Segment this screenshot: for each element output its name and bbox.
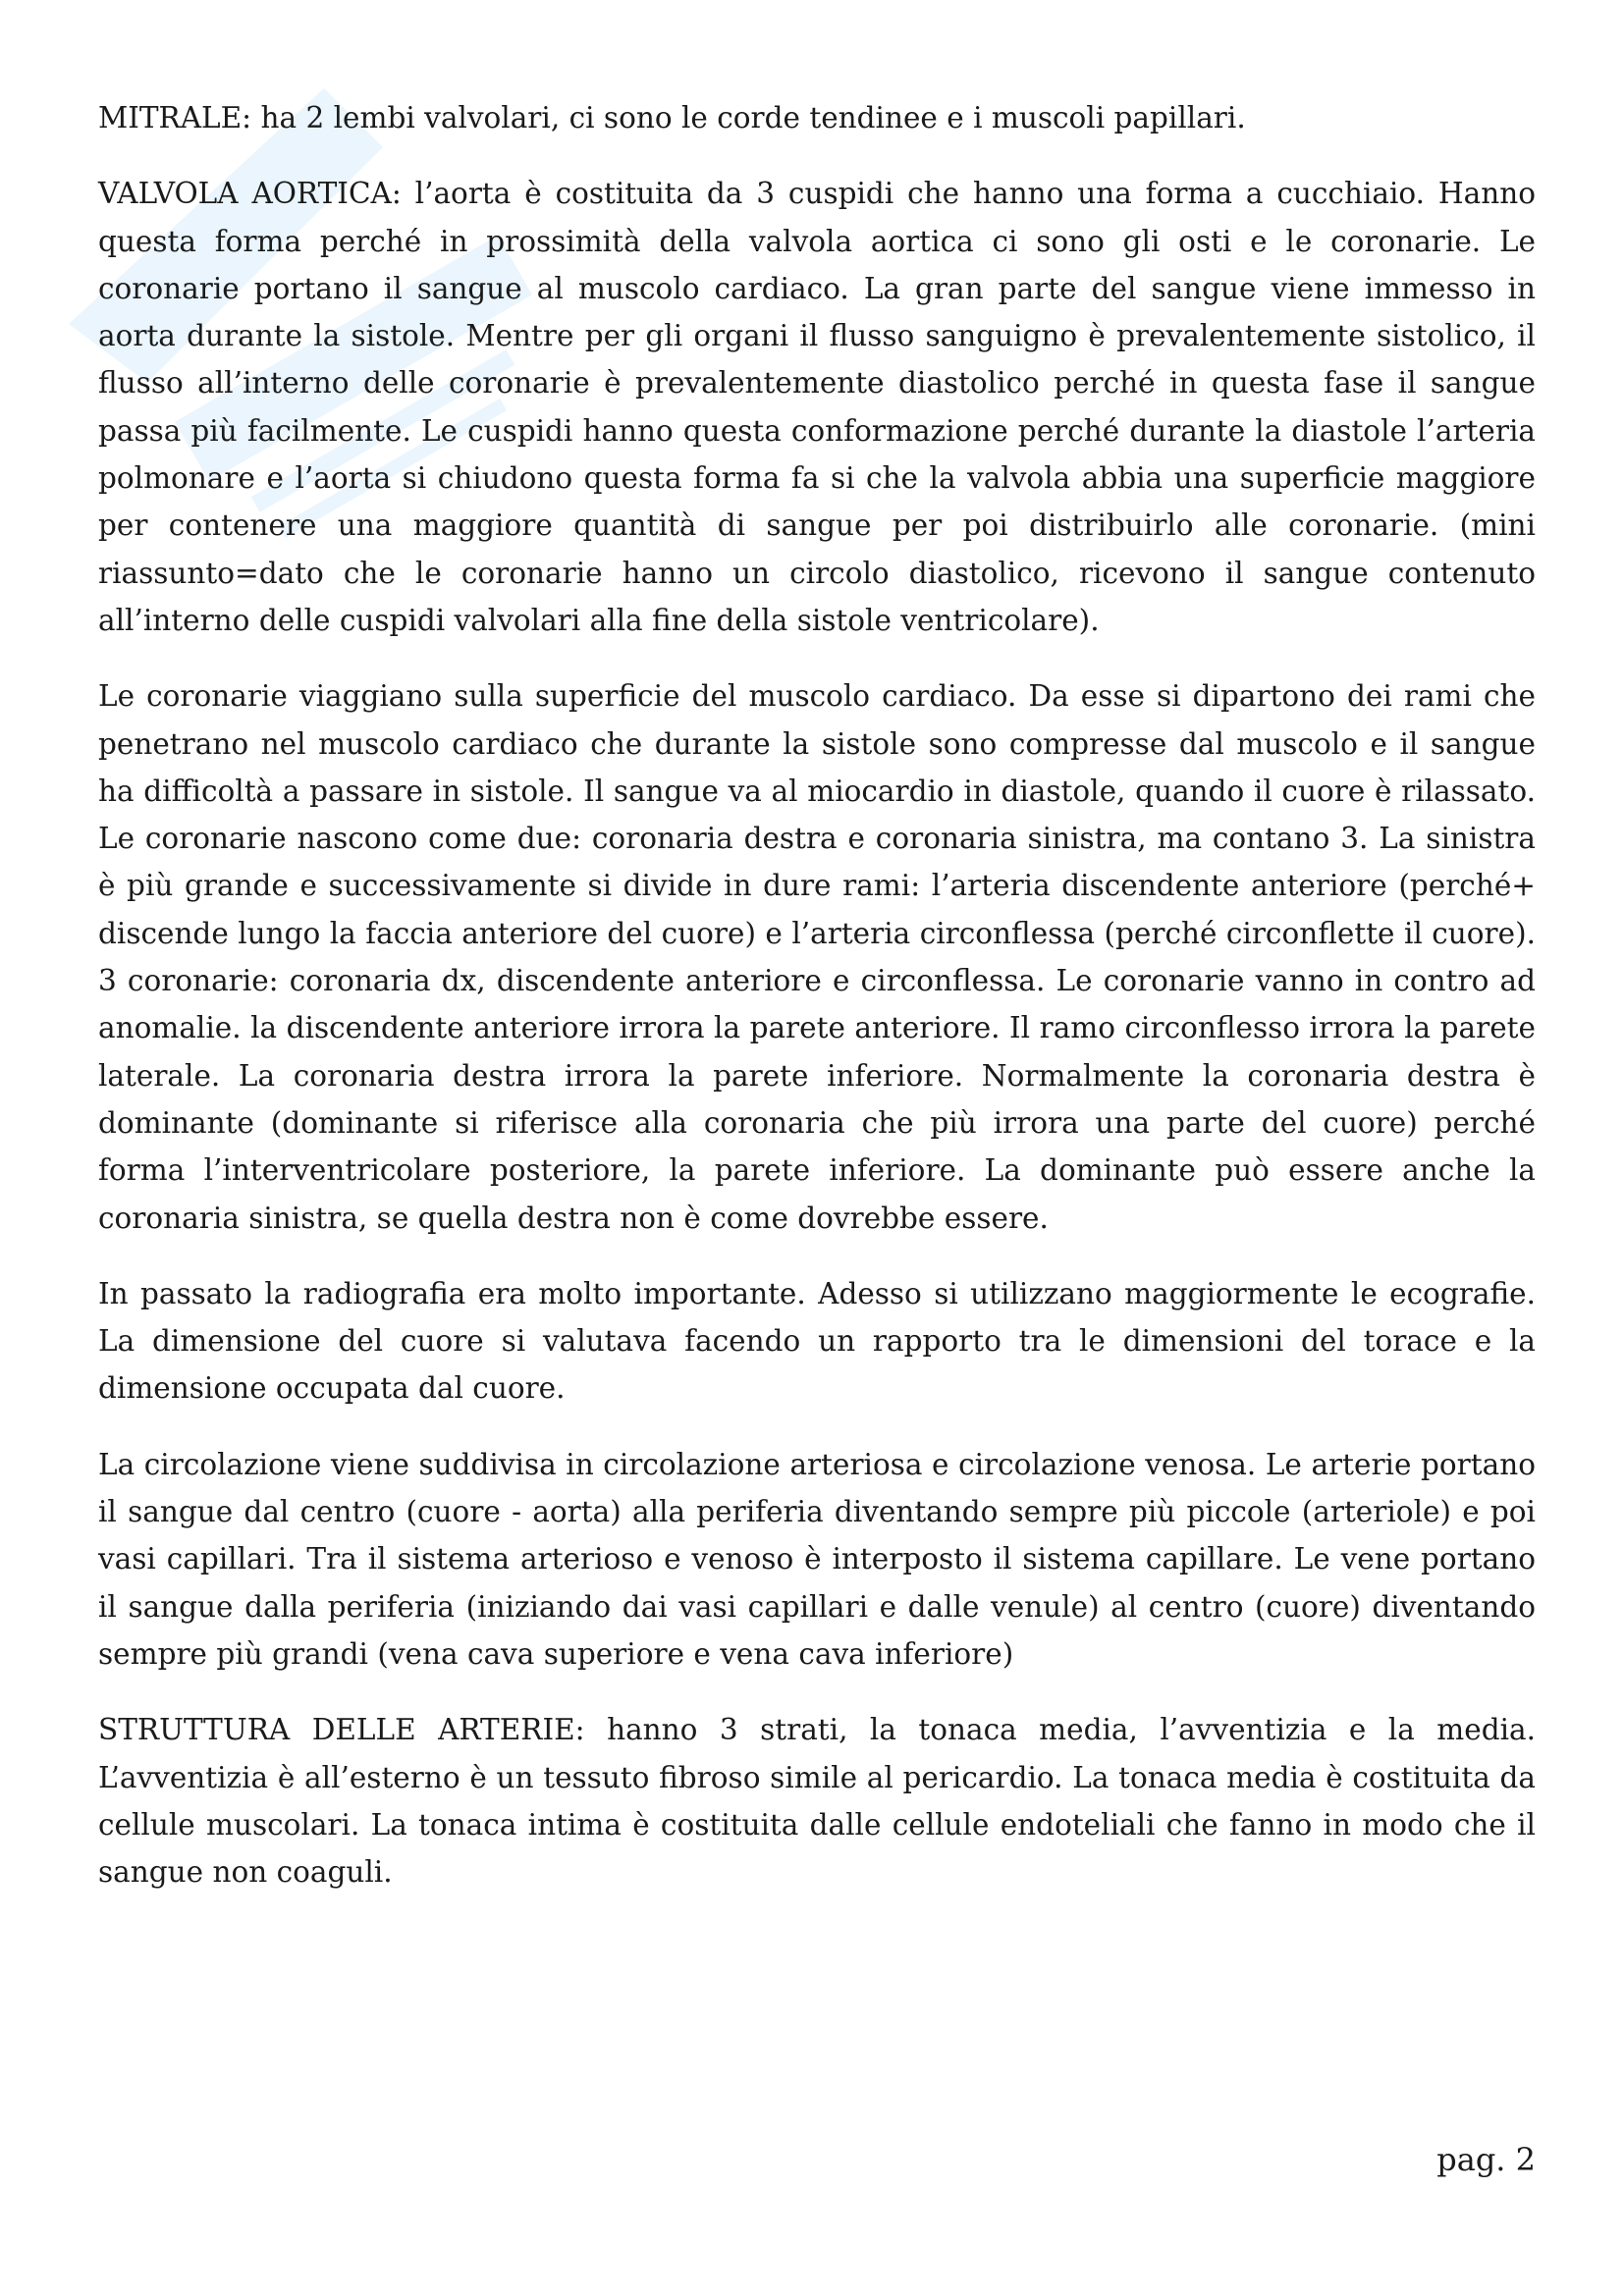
paragraph-circolazione: La circolazione viene suddivisa in circolazione arteriosa e circolazione venosa. Le arterie portano il sangue dal centro (cuore - aorta) alla periferia diventando sempre più piccole (arteriole) e poi vasi capillari. Tra il sistema arterioso e venoso è interposto il sistema capillare. Le vene portano il sangue dalla periferia (iniziando dai vasi capillari e dalle venule) al centro (cuore) diventando sempre più grandi (vena cava superiore e vena cava inferiore) — [98, 1447, 1536, 1671]
paragraph-radiografia: In passato la radiografia era molto importante. Adesso si utilizzano maggiormente le ecografie. La dimensione del cuore si valutava facendo un rapporto tra le dimensioni del torace e la dimensione occupata dal cuore. — [98, 1276, 1536, 1406]
paragraph-coronarie: Le coronarie viaggiano sulla superficie del muscolo cardiaco. Da esse si dipartono dei rami che penetrano nel muscolo cardiaco che durante la sistole sono compresse dal muscolo e il sangue ha difficoltà a passare in sistole. Il sangue va al miocardio in diastole, quando il cuore è rilassato. Le coronarie nascono come due: coronaria destra e coronaria sinistra, ma contano 3. La sinistra è più grande e successivamente si divide in dure rami: l’arteria discendente anteriore (perché+ discende lungo la faccia anteriore del cuore) e l’arteria circonflessa (perché circonflette il cuore). 3 coronarie: coronaria dx, discendente anteriore e circonflessa. Le coronarie vanno in contro ad anomalie. la discendente anteriore irrora la parete anteriore. Il ramo circonflesso irrora la parete laterale. La coronaria destra irrora la parete inferiore. Normalmente la coronaria destra è dominante (dominante si riferisce alla coronaria che più irrora una parte del cuore) perché forma l’interventricolare posteriore, la parete inferiore. La dominante può essere anche la coronaria sinistra, se quella destra non è come dovrebbe essere. — [98, 679, 1536, 1235]
paragraph-valvola-aortica: VALVOLA AORTICA: l’aorta è costituita da 3 cuspidi che hanno una forma a cucchiaio. Hanno questa forma perché in prossimità della valvola aortica ci sono gli osti e le coronarie. Le coronarie portano il sangue al muscolo cardiaco. La gran parte del sangue viene immesso in aorta durante la sistole. Mentre per gli organi il flusso sanguigno è prevalentemente sistolico, il flusso all’interno delle coronarie è prevalentemente diastolico perché in questa fase il sangue passa più facilmente. Le cuspidi hanno questa conformazione perché durante la diastole l’arteria polmonare e l’aorta si chiudono questa forma fa si che la valvola abbia una superficie maggiore per contenere una maggiore quantità di sangue per poi distribuirlo alle coronarie. (mini riassunto=dato che le coronarie hanno un circolo diastolico, ricevono il sangue contenuto all’interno delle cuspidi valvolari alla fine della sistole ventricolare). — [98, 177, 1536, 637]
document-body — [98, 94, 1536, 1924]
paragraph-mitrale: MITRALE: ha 2 lembi valvolari, ci sono le corde tendinee e i muscoli papillari. — [98, 101, 1246, 134]
paragraph-struttura-arterie: STRUTTURA DELLE ARTERIE: hanno 3 strati, la tonaca media, l’avventizia e la media. L’avventizia è all’esterno è un tessuto fibroso simile al pericardio. La tonaca media è costituita da cellule muscolari. La tonaca intima è costituita dalle cellule endoteliali che fanno in modo che il sangue non coaguli. — [98, 1713, 1536, 1890]
page-number: pag. 2 — [1436, 2141, 1536, 2178]
